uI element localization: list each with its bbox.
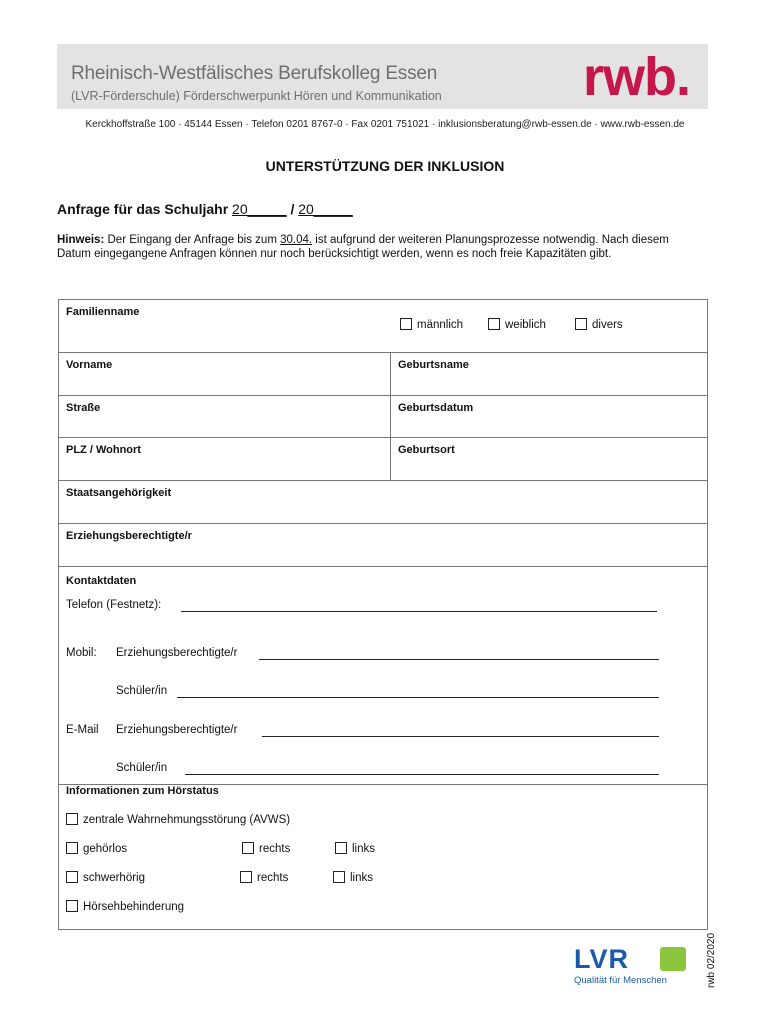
label-staatsangehoerigkeit: Staatsangehörigkeit [66, 487, 172, 499]
label-hoerstatus: Informationen zum Hörstatus [66, 785, 219, 797]
option-schwerhoerig-rechts[interactable] [240, 871, 288, 884]
label-mobil-schueler: Schüler/in [116, 685, 168, 697]
checkbox-icon[interactable] [575, 318, 587, 330]
label-telefon: Telefon (Festnetz): [66, 599, 162, 611]
year-field-b[interactable]: 20_____ [298, 201, 353, 217]
label-plz: PLZ / Wohnort [66, 444, 141, 456]
label-familienname: Familienname [66, 306, 140, 318]
request-line [57, 201, 353, 217]
option-schwerhoerig[interactable] [66, 871, 145, 884]
row-strasse [59, 396, 707, 438]
mobil-schueler-input-line[interactable] [177, 697, 659, 698]
row-familienname [59, 300, 707, 353]
form-box [58, 299, 708, 930]
hint-text [57, 233, 677, 261]
row-vorname [59, 353, 707, 396]
gender-label: männlich [417, 319, 464, 331]
option-label: zentrale Wahrnehmungsstörung (AVWS) [83, 814, 291, 826]
gender-option-maennlich[interactable] [400, 318, 463, 331]
checkbox-icon[interactable] [66, 813, 78, 825]
option-label: rechts [257, 872, 289, 884]
year-field-a[interactable]: 20_____ [232, 201, 287, 217]
gender-label: divers [592, 319, 623, 331]
hint-text-2: ist aufgrund der weiteren Planungsprozesse notwendig. Nach diesem Datum eingegangene Anfragen können nur noch berücksichtigt werden, wenn es noch freie Kapazitäten gibt. [57, 234, 669, 260]
gender-option-weiblich[interactable] [488, 318, 546, 331]
label-geburtsort: Geburtsort [398, 444, 455, 456]
option-gehoerlos-links[interactable] [335, 842, 375, 855]
checkbox-icon[interactable] [66, 900, 78, 912]
row-erziehungsberechtigte[interactable] [59, 524, 707, 567]
year-separator: / [290, 201, 295, 217]
cell-geburtsdatum[interactable] [390, 396, 474, 437]
lvr-tagline: Qualität für Menschen [574, 975, 667, 986]
section-hoerstatus [59, 785, 707, 929]
label-mobil: Mobil: [66, 647, 97, 659]
lvr-wordmark: LVR [574, 944, 629, 974]
hint-date: 30.04. [280, 234, 313, 246]
school-subtitle: (LVR-Förderschule) Förderschwerpunkt Hören und Kommunikation [71, 89, 442, 103]
label-email-erziehungsberechtigte: Erziehungsberechtigte/r [116, 724, 238, 736]
option-label: schwerhörig [83, 872, 145, 884]
address-line: Kerckhoffstraße 100 · 45144 Essen · Telefon 0201 8767-0 · Fax 0201 751021 · inklusionsberatung@rwb-essen.de · www.rwb-essen.de [85, 119, 685, 130]
label-email-schueler: Schüler/in [116, 762, 168, 774]
checkbox-icon[interactable] [400, 318, 412, 330]
option-label: Hörsehbehinderung [83, 901, 185, 913]
label-geburtsname: Geburtsname [398, 359, 469, 371]
document-title: UNTERSTÜTZUNG DER INKLUSION [265, 158, 505, 174]
option-label: links [350, 872, 374, 884]
option-gehoerlos-rechts[interactable] [242, 842, 290, 855]
gender-option-divers[interactable] [575, 318, 623, 331]
row-plz [59, 438, 707, 481]
mobil-erzieh-input-line[interactable] [259, 659, 659, 660]
checkbox-icon[interactable] [240, 871, 252, 883]
label-kontaktdaten: Kontaktdaten [66, 575, 137, 587]
checkbox-icon[interactable] [242, 842, 254, 854]
document-code: rwb 02/2020 [706, 932, 717, 988]
lvr-logo [574, 944, 667, 986]
header-band [57, 44, 708, 109]
option-hoersehbehinderung[interactable] [66, 900, 184, 913]
row-staatsangehoerigkeit[interactable] [59, 481, 707, 524]
email-schueler-input-line[interactable] [185, 774, 659, 775]
label-mobil-erziehungsberechtigte: Erziehungsberechtigte/r [116, 647, 238, 659]
rwb-logo: rwb. [582, 47, 690, 107]
telefon-input-line[interactable] [181, 611, 657, 612]
cell-geburtsort[interactable] [390, 438, 455, 480]
label-vorname: Vorname [66, 359, 113, 371]
gender-label: weiblich [505, 319, 546, 331]
hint-text-1: Der Eingang der Anfrage bis zum [107, 234, 277, 246]
email-erzieh-input-line[interactable] [262, 736, 659, 737]
label-strasse: Straße [66, 402, 101, 414]
checkbox-icon[interactable] [66, 842, 78, 854]
checkbox-icon[interactable] [488, 318, 500, 330]
checkbox-icon[interactable] [66, 871, 78, 883]
request-label: Anfrage für das Schuljahr [57, 201, 229, 217]
option-schwerhoerig-links[interactable] [333, 871, 373, 884]
school-name: Rheinisch-Westfälisches Berufskolleg Essen [71, 63, 438, 84]
checkbox-icon[interactable] [335, 842, 347, 854]
checkbox-icon[interactable] [333, 871, 345, 883]
option-label: links [352, 843, 376, 855]
option-label: rechts [259, 843, 291, 855]
label-email: E-Mail [66, 724, 99, 736]
option-avws[interactable] [66, 813, 290, 826]
option-label: gehörlos [83, 843, 128, 855]
label-erziehungsberechtigte: Erziehungsberechtigte/r [66, 530, 192, 542]
option-gehoerlos[interactable] [66, 842, 127, 855]
lvr-mark-icon [660, 947, 686, 971]
cell-geburtsname[interactable] [390, 353, 469, 395]
label-geburtsdatum: Geburtsdatum [398, 402, 474, 414]
hint-label: Hinweis: [57, 234, 105, 246]
section-kontaktdaten [59, 567, 707, 785]
